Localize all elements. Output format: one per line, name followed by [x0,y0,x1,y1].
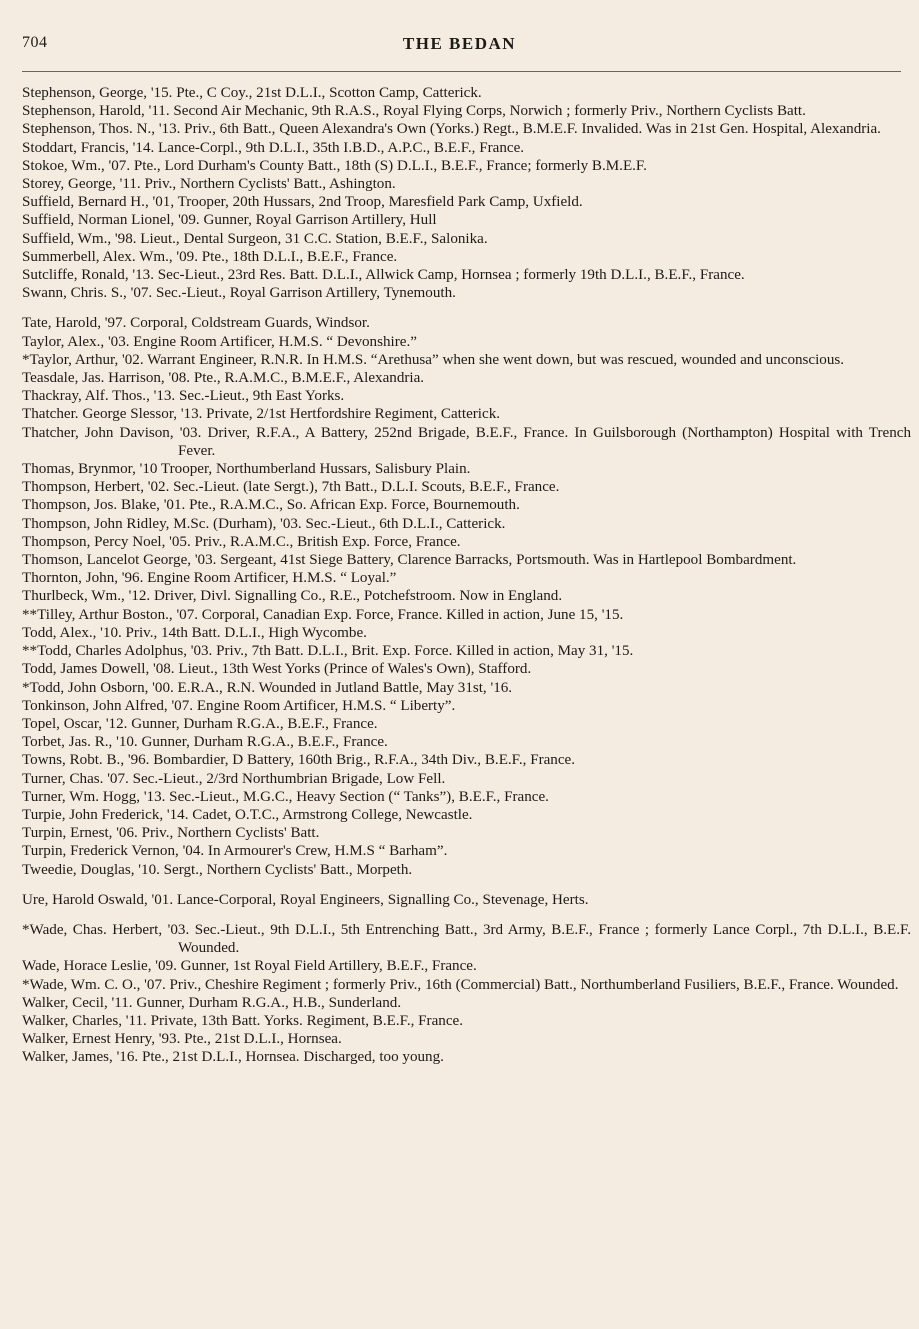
roll-entry: Wade, Horace Leslie, '09. Gunner, 1st Royal Field Artillery, B.E.F., France. [22,958,477,975]
roll-entry: Ure, Harold Oswald, '01. Lance-Corporal, Royal Engineers, Signalling Co., Stevenage, Herts. [22,891,589,908]
roll-entry: Todd, James Dowell, '08. Lieut., 13th West Yorks (Prince of Wales's Own), Stafford. [22,661,532,678]
entry-list [22,84,911,1067]
roll-entry: Thompson, Percy Noel, '05. Priv., R.A.M.C., British Exp. Force, France. [22,533,461,550]
roll-entry: Thompson, Herbert, '02. Sec.-Lieut. (late Sergt.), 7th Batt., D.L.I. Scouts, B.E.F., France. [22,479,560,496]
roll-entry: Thackray, Alf. Thos., '13. Sec.-Lieut., 9th East Yorks. [22,388,345,405]
roll-entry: Summerbell, Alex. Wm., '09. Pte., 18th D.L.I., B.E.F., France. [22,248,398,265]
roll-entry: Stoddart, Francis, '14. Lance-Corpl., 9th D.L.I., 35th I.B.D., A.P.C., B.E.F., France. [22,139,525,156]
roll-entry: *Wade, Wm. C. O., '07. Priv., Cheshire Regiment ; formerly Priv., 16th (Commercial) Batt., Northumberland Fusiliers, B.E.F., France. Wounded. [22,976,899,993]
roll-entry: Thomas, Brynmor, '10 Trooper, Northumberland Hussars, Salisbury Plain. [22,461,471,478]
roll-entry: Sutcliffe, Ronald, '13. Sec-Lieut., 23rd Res. Batt. D.L.I., Allwick Camp, Hornsea ; formerly 19th D.L.I., B.E.F., France. [22,267,745,284]
roll-entry: Tate, Harold, '97. Corporal, Coldstream Guards, Windsor. [22,315,370,332]
roll-entry: Tonkinson, John Alfred, '07. Engine Room Artificer, H.M.S. “ Liberty”. [22,697,456,714]
entry-group [22,84,911,302]
roll-entry: Walker, James, '16. Pte., 21st D.L.I., Hornsea. Discharged, too young. [22,1049,444,1066]
roll-entry: Walker, Charles, '11. Private, 13th Batt. Yorks. Regiment, B.E.F., France. [22,1012,463,1029]
page-number: 704 [22,34,48,51]
roll-entry: Tweedie, Douglas, '10. Sergt., Northern Cyclists' Batt., Morpeth. [22,861,413,878]
roll-entry: Swann, Chris. S., '07. Sec.-Lieut., Royal Garrison Artillery, Tynemouth. [22,285,456,302]
entry-group [22,891,911,909]
roll-entry: Taylor, Alex., '03. Engine Room Artificer, H.M.S. “ Devonshire.” [22,333,417,350]
roll-entry: Suffield, Bernard H., '01, Trooper, 20th Hussars, 2nd Troop, Maresfield Park Camp, Uxfield. [22,194,583,211]
roll-entry: Turpie, John Frederick, '14. Cadet, O.T.C., Armstrong College, Newcastle. [22,806,473,823]
entry-group [22,921,911,1067]
roll-entry: Stephenson, George, '15. Pte., C Coy., 21st D.L.I., Scotton Camp, Catterick. [22,85,482,101]
roll-entry: Topel, Oscar, '12. Gunner, Durham R.G.A., B.E.F., France. [22,715,378,732]
roll-entry: Suffield, Wm., '98. Lieut., Dental Surgeon, 31 C.C. Station, B.E.F., Salonika. [22,230,488,247]
entry-group [22,314,911,878]
roll-entry: Turpin, Ernest, '06. Priv., Northern Cyclists' Batt. [22,825,320,842]
roll-entry: Walker, Cecil, '11. Gunner, Durham R.G.A., H.B., Sunderland. [22,994,402,1011]
roll-entry: Todd, Alex., '10. Priv., 14th Batt. D.L.I., High Wycombe. [22,624,367,641]
roll-entry: Turpin, Frederick Vernon, '04. In Armourer's Crew, H.M.S “ Barham”. [22,843,448,860]
roll-entry: *Todd, John Osborn, '00. E.R.A., R.N. Wounded in Jutland Battle, May 31st, '16. [22,679,513,696]
roll-entry: Storey, George, '11. Priv., Northern Cyclists' Batt., Ashington. [22,176,396,193]
roll-entry: Thatcher, John Davison, '03. Driver, R.F.A., A Battery, 252nd Brigade, B.E.F., France. In Guilsborough (Northampton) Hospital with Trench Fever. [22,424,911,459]
roll-entry: **Tilley, Arthur Boston., '07. Corporal, Canadian Exp. Force, France. Killed in action, June 15, '15. [22,606,624,623]
roll-entry: Stephenson, Harold, '11. Second Air Mechanic, 9th R.A.S., Royal Flying Corps, Norwich ; formerly Priv., Northern Cyclists Batt. [22,103,806,120]
roll-entry: Thomson, Lancelot George, '03. Sergeant, 41st Siege Battery, Clarence Barracks, Portsmouth. Was in Hartlepool Bombardment. [22,552,797,569]
roll-entry: Thompson, Jos. Blake, '01. Pte., R.A.M.C., So. African Exp. Force, Bournemouth. [22,497,520,514]
roll-entry: Stokoe, Wm., '07. Pte., Lord Durham's County Batt., 18th (S) D.L.I., B.E.F., France; formerly B.M.E.F. [22,157,647,174]
roll-entry: Thompson, John Ridley, M.Sc. (Durham), '03. Sec.-Lieut., 6th D.L.I., Catterick. [22,515,506,532]
roll-entry: Turner, Chas. '07. Sec.-Lieut., 2/3rd Northumbrian Brigade, Low Fell. [22,770,446,787]
page-header [22,34,897,58]
roll-entry: Turner, Wm. Hogg, '13. Sec.-Lieut., M.G.C., Heavy Section (“ Tanks”), B.E.F., France. [22,788,549,805]
roll-entry: Teasdale, Jas. Harrison, '08. Pte., R.A.M.C., B.M.E.F., Alexandria. [22,370,425,387]
roll-entry: *Taylor, Arthur, '02. Warrant Engineer, R.N.R. In H.M.S. “Arethusa” when she went down, but was rescued, wounded and unconscious. [22,351,845,368]
roll-entry: Thurlbeck, Wm., '12. Driver, Divl. Signalling Co., R.E., Potchefstroom. Now in England. [22,588,563,605]
roll-entry: Thornton, John, '96. Engine Room Artificer, H.M.S. “ Loyal.” [22,570,397,587]
roll-entry: **Todd, Charles Adolphus, '03. Priv., 7th Batt. D.L.I., Brit. Exp. Force. Killed in action, May 31, '15. [22,643,634,660]
roll-entry: Towns, Robt. B., '96. Bombardier, D Battery, 160th Brig., R.F.A., 34th Div., B.E.F., France. [22,752,576,769]
roll-entry: Torbet, Jas. R., '10. Gunner, Durham R.G.A., B.E.F., France. [22,734,388,751]
roll-entry: Suffield, Norman Lionel, '09. Gunner, Royal Garrison Artillery, Hull [22,212,437,229]
running-title: THE BEDAN [402,34,517,53]
header-rule [22,71,901,72]
roll-entry: Stephenson, Thos. N., '13. Priv., 6th Batt., Queen Alexandra's Own (Yorks.) Regt., B.M.E.F. Invalided. Was in 21st Gen. Hospital, Alexandria. [22,121,881,138]
roll-entry: Walker, Ernest Henry, '93. Pte., 21st D.L.I., Hornsea. [22,1031,342,1048]
roll-entry: *Wade, Chas. Herbert, '03. Sec.-Lieut., 9th D.L.I., 5th Entrenching Batt., 3rd Army, B.E.F., France ; formerly Lance Corpl., 7th D.L.I., B.E.F. Wounded. [22,921,911,957]
roll-entry: Thatcher. George Slessor, '13. Private, 2/1st Hertfordshire Regiment, Catterick. [22,406,501,423]
